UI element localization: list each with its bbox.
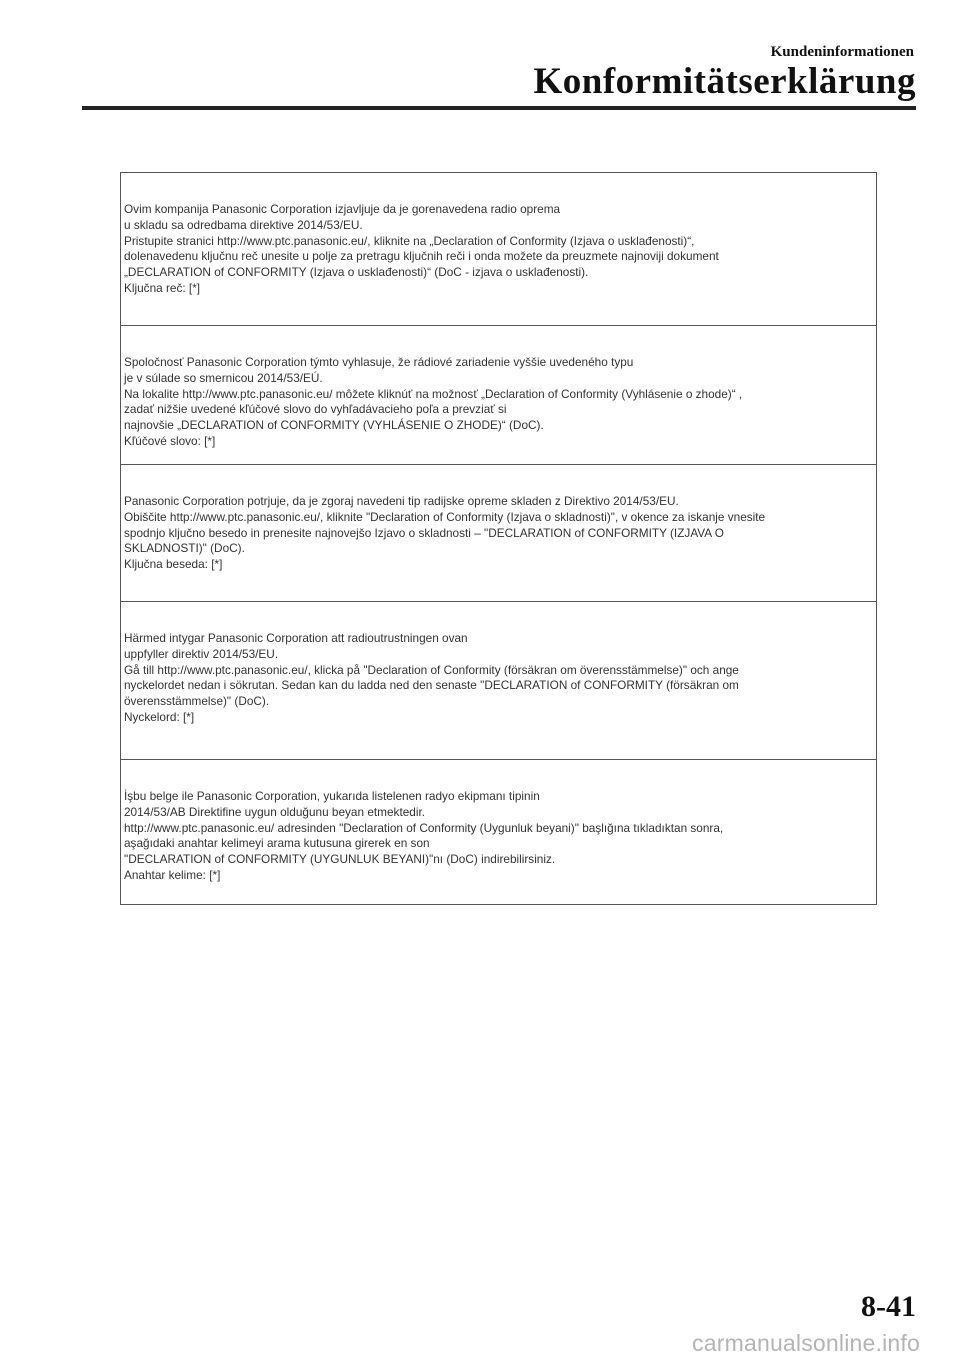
declaration-line: je v súlade so smernicou 2014/53/EÚ. [124,370,323,385]
declaration-line: Na lokalite http://www.ptc.panasonic.eu/ môžete kliknúť na možnosť „Declaration of Conformity (Vyhlásenie o zhode)“ , [124,386,743,401]
declaration-line: Nyckelord: [*] [124,709,195,724]
header-divider [82,106,916,110]
declaration-table [120,172,877,905]
section-header: Kundeninformationen [770,44,914,60]
declaration-line: 2014/53/AB Direktifine uygun olduğunu beyan etmektedir. [124,804,426,819]
declaration-line: u skladu sa odredbama direktive 2014/53/EU. [124,217,363,232]
declaration-line: Ključna reč: [*] [124,280,201,295]
declaration-line: "DECLARATION of CONFORMITY (UYGUNLUK BEYANI)"nı (DoC) indirebilirsiniz. [124,852,556,867]
watermark: carmanualsonline.info [692,1330,920,1356]
declaration-line: „DECLARATION of CONFORMITY (Izjava o usklađenosti)“ (DoC - izjava o usklađenosti). [124,265,589,280]
declaration-line: zadať nižšie uvedené kľúčové slovo do vyhľadávacieho poľa a prevziať si [124,402,507,417]
declaration-line: Härmed intygar Panasonic Corporation att radioutrustningen ovan [124,631,468,645]
declaration-line: spodnjo ključno besedo in prenesite najnovejšo Izjavo o skladnosti – "DECLARATION of CONFORMITY (IZJAVA O [124,525,724,540]
declaration-line: najnovšie „DECLARATION of CONFORMITY (VYHLÁSENIE O ZHODE)“ (DoC). [124,418,544,433]
page-title: Konformitätserklärung [533,61,916,102]
declaration-cell-slovak [121,326,876,465]
declaration-line: aşağıdaki anahtar kelimeyi arama kutusuna girerek en son [124,836,430,851]
declaration-cell-croatian [121,173,876,326]
declaration-line: överensstämmelse)" (DoC). [124,694,270,709]
declaration-line: Obiščite http://www.ptc.panasonic.eu/, kliknite "Declaration of Conformity (Izjava o skladnosti)", v okence za iskanje vnesite [124,509,766,524]
page-number: 8-41 [861,1290,916,1323]
declaration-line: Ovim kompanija Panasonic Corporation izjavljuje da je gorenavedena radio oprema [124,202,561,216]
declaration-line: Panasonic Corporation potrjuje, da je zgoraj navedeni tip radijske opreme skladen z Direktivo 2014/53/EU. [124,494,679,508]
declaration-line: Ključna beseda: [*] [124,557,223,572]
declaration-cell-swedish [121,602,876,760]
declaration-line: SKLADNOSTI)" (DoC). [124,541,245,556]
declaration-line: Spoločnosť Panasonic Corporation týmto vyhlasuje, že rádiové zariadenie vyššie uvedeného typu [124,355,634,369]
declaration-cell-turkish [121,760,876,904]
declaration-line: http://www.ptc.panasonic.eu/ adresinden "Declaration of Conformity (Uygunluk beyani)" başlığına tıkladıktan sonra, [124,820,724,835]
declaration-line: Pristupite stranici http://www.ptc.panasonic.eu/, kliknite na „Declaration of Conformity (Izjava o usklađenosti)“, [124,233,695,248]
declaration-line: Anahtar kelime: [*] [124,867,221,882]
declaration-line: uppfyller direktiv 2014/53/EU. [124,646,279,661]
declaration-cell-slovenian [121,465,876,602]
declaration-line: nyckelordet nedan i sökrutan. Sedan kan du ladda ned den senaste "DECLARATION of CONFORMITY (försäkran om [124,678,739,693]
declaration-line: dolenavedenu ključnu reč unesite u polje za pretragu ključnih reči i onda možete da preuzmete najnoviji dokument [124,249,719,264]
declaration-line: İşbu belge ile Panasonic Corporation, yukarıda listelenen radyo ekipmanı tipinin [124,789,540,803]
declaration-line: Kľúčové slovo: [*] [124,433,216,448]
declaration-line: Gå till http://www.ptc.panasonic.eu/, klicka på "Declaration of Conformity (försäkran om överensstämmelse)" och ange [124,662,739,677]
